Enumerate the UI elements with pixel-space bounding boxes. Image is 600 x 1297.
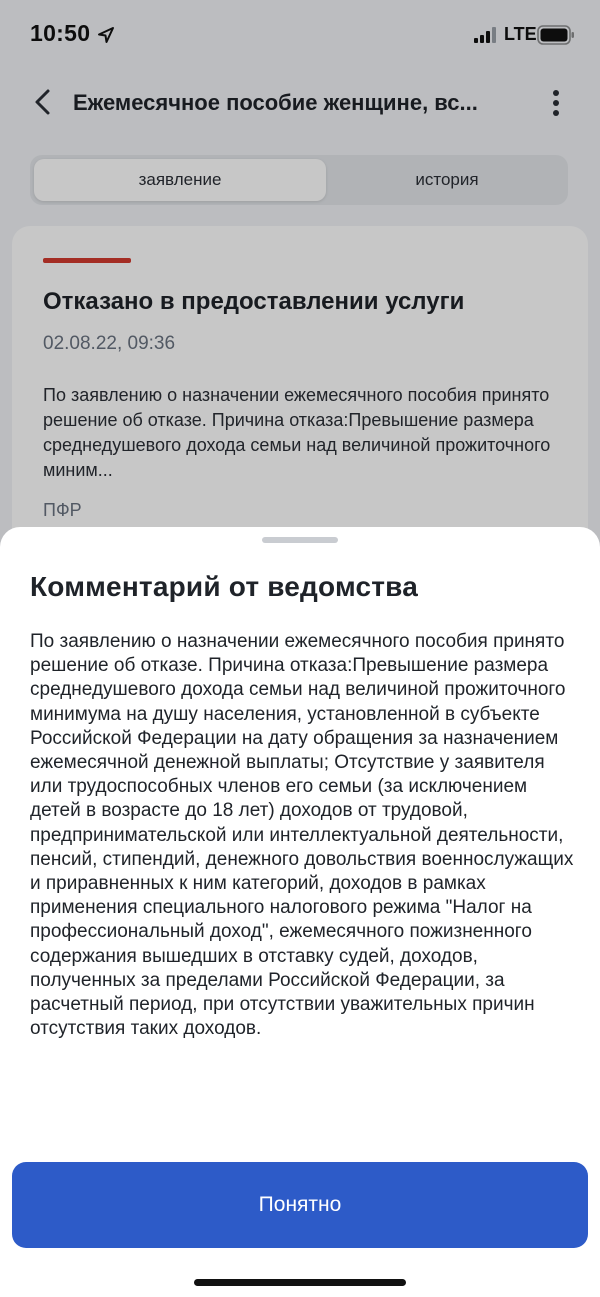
comment-bottom-sheet (0, 527, 600, 1297)
sheet-title: Комментарий от ведомства (30, 571, 418, 602)
tab-application[interactable]: заявление (34, 159, 326, 201)
tab-history[interactable]: история (415, 170, 479, 189)
page-title: Ежемесячное пособие женщине, вс... (73, 90, 478, 115)
status-text-content: По заявлению о назначении ежемесячного пособия принято решение об отказе. Причина отказа:Превышение размера среднедушевого дохода семьи над величиной прожиточного миним... (43, 385, 551, 480)
status-organization: ПФР (43, 500, 82, 520)
status-date: 02.08.22, 09:36 (43, 333, 176, 354)
status-title: Отказано в предоставлении услуги (43, 288, 465, 315)
status-time: 10:50 (30, 20, 91, 46)
home-indicator (194, 1279, 406, 1286)
ok-button[interactable]: Понятно (12, 1162, 588, 1248)
sheet-comment-text: По заявлению о назначении ежемесячного пособия принято решение об отказе. Причина отказа:Превышение размера среднедушевого дохода семьи над величиной прожиточного минимума на душу населения, установленной в субъекте Российской Федерации на дату обращения за назначением ежемесячной денежной выплаты; Отсутствие у заявителя или трудоспособных членов его семьи (за исключением детей в возрасте до 18 лет) доходов от трудовой, предпринимательской или интеллектуальной деятельности, пенсий, стипендий, денежного довольствия военнослужащих и приравненных к ним категорий, доходов в рамках применения специального налогового режима "Налог на профессиональный доход", ежемесячного пожизненного содержания вышедших в отставку судей, доходов, полученных за пределами Российской Федерации, за расчетный период, при отсутствии уважительных причин отсутствия таких доходов. (30, 631, 574, 1040)
network-label: LTE (504, 24, 537, 44)
sheet-grabber[interactable] (262, 537, 338, 543)
